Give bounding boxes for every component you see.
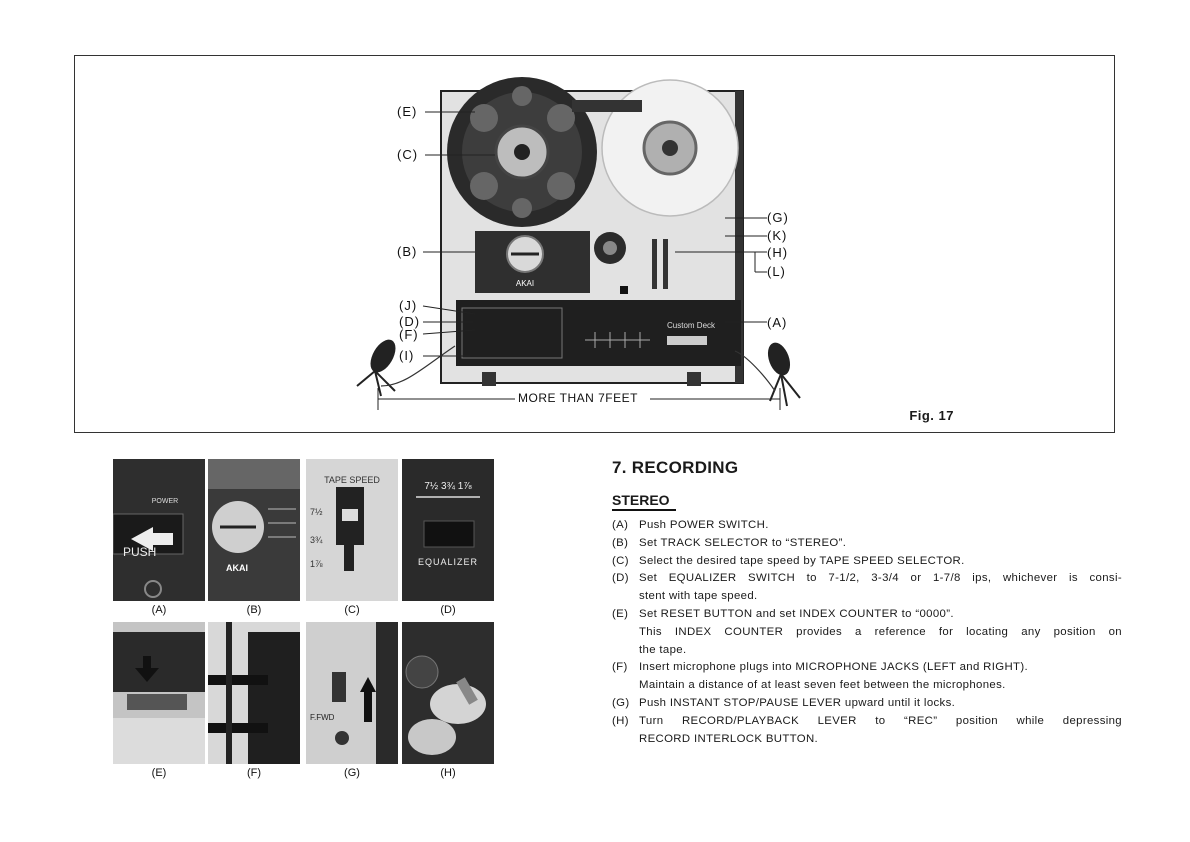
photo-h-label: (H) [440,767,456,779]
step-f-text [639,659,1122,695]
callout-l: (L) [767,264,786,279]
step-b [612,535,1122,553]
step-f-mark: (F) [612,661,628,674]
callout-g: (G) [767,210,789,225]
photo-e-label: (E) [151,767,167,779]
step-list [612,517,1122,748]
step-c-text: Select the desired tape speed by TAPE SPEED SELECTOR. [639,554,965,567]
photo-b-track-selector [208,459,300,601]
photo-c-text-3: 3¾ [310,535,323,545]
left-microphone [357,335,401,396]
callout-d: (D) [399,314,421,329]
step-c [612,553,1122,571]
right-microphone [764,340,800,406]
photo-h-record-lever [402,622,494,764]
step-a-mark: (A) [612,519,629,531]
step-g [612,695,1122,713]
deck-brand-text: AKAI [515,279,535,288]
callout-f: (F) [399,327,419,342]
figure-17 [74,55,1115,433]
step-h-line-2: RECORD INTERLOCK BUTTON. [639,732,819,745]
photo-e-index-counter [113,622,205,764]
photo-c-text-4: 1⅞ [310,559,323,569]
step-a [612,517,1122,535]
step-f-line-2: Maintain a distance of at least seven feet between the microphones. [639,679,1006,692]
callout-c: (C) [397,147,419,162]
step-e [612,606,1122,659]
figure-caption: Fig. 17 [909,408,954,423]
step-d-line-1: Set EQUALIZER SWITCH to 7-1/2, 3-3/4 or 1-7/8 ips, whichever is consi- [639,572,1122,585]
step-b-mark: (B) [612,536,629,549]
deck-panel-text: Custom Deck [667,321,716,330]
step-e-line-3: the tape. [639,643,687,656]
step-d-line-2: stent with tape speed. [639,590,758,603]
step-e-line-1: Set RESET BUTTON and set INDEX COUNTER to “0000”. [639,607,954,620]
tape-deck-illustration [75,56,1116,434]
photo-g-label: (G) [344,767,360,779]
recording-section [612,458,1122,748]
photo-c-text-1: TAPE SPEED [324,475,380,485]
step-h [612,713,1122,749]
photo-a-label: (A) [151,604,167,616]
step-h-text [639,713,1122,749]
photo-d-label: (D) [440,604,456,616]
callout-a: (A) [767,315,788,330]
photo-c-text-2: 7½ [310,507,323,517]
callout-h: (H) [767,245,789,260]
step-f-line-1: Insert microphone plugs into MICROPHONE JACKS (LEFT and RIGHT). [639,661,1028,674]
step-h-line-1: Turn RECORD/PLAYBACK LEVER to “REC” position while depressing [639,714,1122,727]
step-g-mark: (G) [612,696,630,709]
step-e-mark: (E) [612,607,629,620]
photo-d-text-1: 7½ 3¾ 1⅞ [424,481,472,492]
section-subtitle: STEREO [612,492,676,511]
photo-b-label: (B) [246,604,262,616]
step-c-mark: (C) [612,554,629,567]
photo-f-mic-jacks [208,622,300,764]
photo-d-equalizer [402,459,494,601]
photo-a-power-switch [113,459,205,601]
photo-c-label: (C) [344,604,360,616]
photo-g-pause-lever [306,622,398,764]
callout-k: (K) [767,228,788,243]
step-b-text: Set TRACK SELECTOR to “STEREO”. [639,536,847,549]
photo-c-tape-speed [306,459,398,601]
step-d [612,570,1122,606]
photo-d-text-2: EQUALIZER [417,557,479,567]
photo-b-text-1: AKAI [226,563,248,573]
step-d-mark: (D) [612,572,629,585]
distance-note: MORE THAN 7FEET [518,391,638,405]
callout-b: (B) [397,244,418,259]
step-f [612,659,1122,695]
step-e-text [639,606,1122,659]
callout-i: (I) [399,348,415,363]
photo-a-text-2: PUSH [123,545,157,559]
section-title: 7. RECORDING [612,458,739,477]
step-h-mark: (H) [612,714,629,727]
callout-j: (J) [399,298,418,313]
callout-e: (E) [397,104,418,119]
photo-f-label: (F) [246,767,262,779]
step-e-line-2: This INDEX COUNTER provides a reference for locating any position on [639,625,1122,638]
control-panel [456,300,741,366]
photo-a-text-1: POWER [151,498,179,505]
step-g-text: Push INSTANT STOP/PAUSE LEVER upward until it locks. [639,696,956,709]
photo-g-text-1: F.FWD [310,713,335,722]
step-d-text [639,570,1122,606]
step-a-text: Push POWER SWITCH. [639,519,769,531]
